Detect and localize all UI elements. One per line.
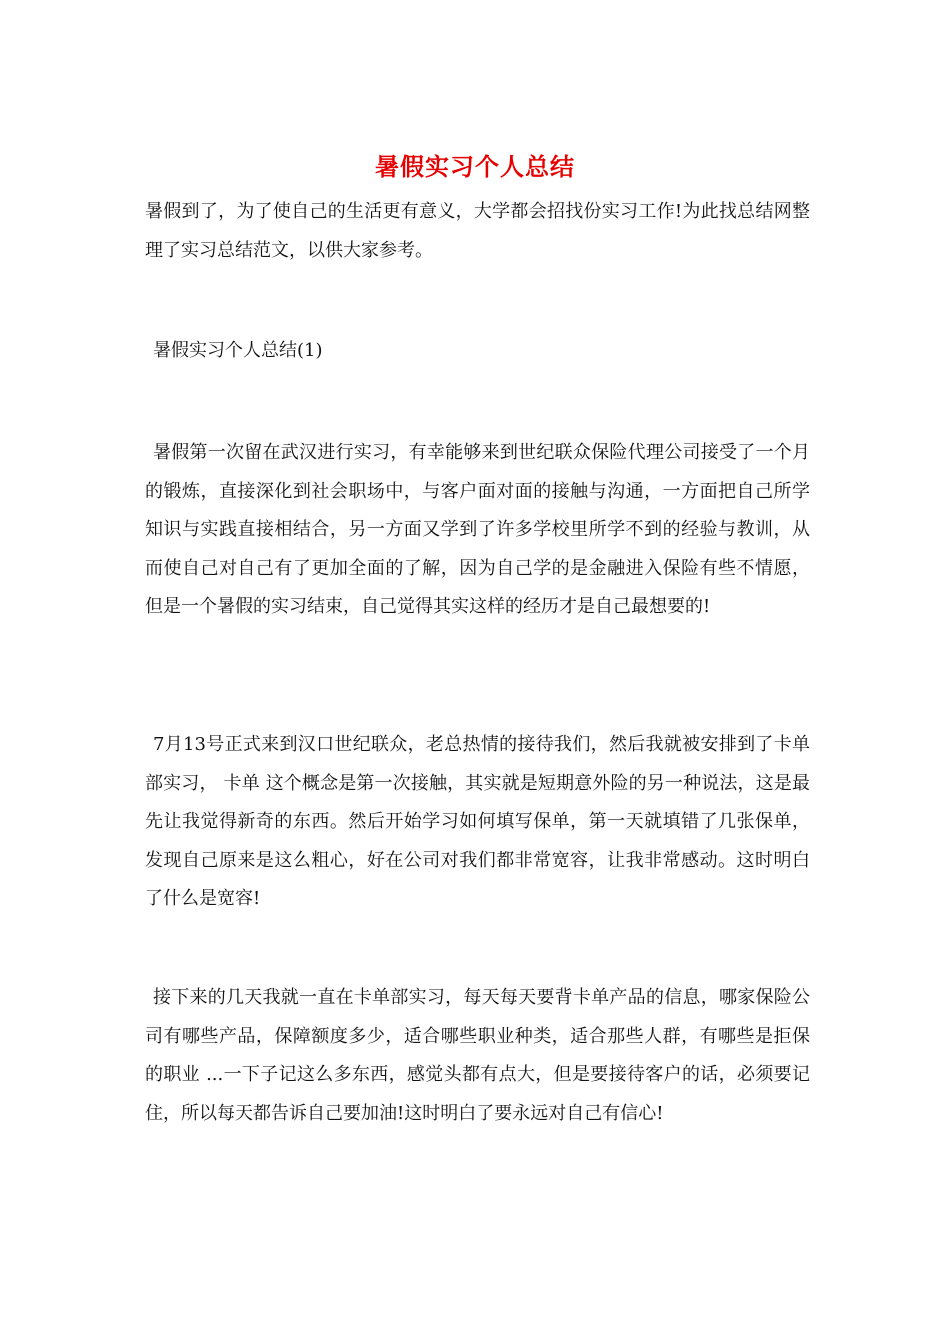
body-paragraph-2: 7月13号正式来到汉口世纪联众，老总热情的接待我们，然后我就被安排到了卡单部实习， 卡单 这个概念是第一次接触，其实就是短期意外险的另一种说法，这是最先让我觉得新奇的东西。然后开始学习如何填写保单，第一天就填错了几张保单，发现自己原来是这么粗心，好在公司对我们都非常宽容，让我非常感动。这时明白了什么是宽容! — [145, 734, 810, 909]
section-heading: 暑假实习个人总结(1) — [153, 340, 323, 361]
body-paragraph-3: 接下来的几天我就一直在卡单部实习，每天每天要背卡单产品的信息，哪家保险公司有哪些产品，保障额度多少，适合哪些职业种类，适合那些人群，有哪些是拒保的职业 ...一下子记这么多东西，感觉头都有点大，但是要接待客户的话，必须要记住，所以每天都告诉自己要加油!这时明白了要永远对自己有信心! — [145, 987, 810, 1124]
intro-paragraph: 暑假到了，为了使自己的生活更有意义，大学都会招找份实习工作!为此找总结网整理了实习总结范文，以供大家参考。 — [145, 201, 810, 261]
document-title: 暑假实习个人总结 — [375, 152, 575, 181]
body-paragraph-1: 暑假第一次留在武汉进行实习，有幸能够来到世纪联众保险代理公司接受了一个月的锻炼，直接深化到社会职场中，与客户面对面的接触与沟通，一方面把自己所学知识与实践直接相结合，另一方面又学到了许多学校里所学不到的经验与教训，从而使自己对自己有了更加全面的了解，因为自己学的是金融进入保险有些不情愿，但是一个暑假的实习结束，自己觉得其实这样的经历才是自己最想要的! — [145, 442, 810, 617]
